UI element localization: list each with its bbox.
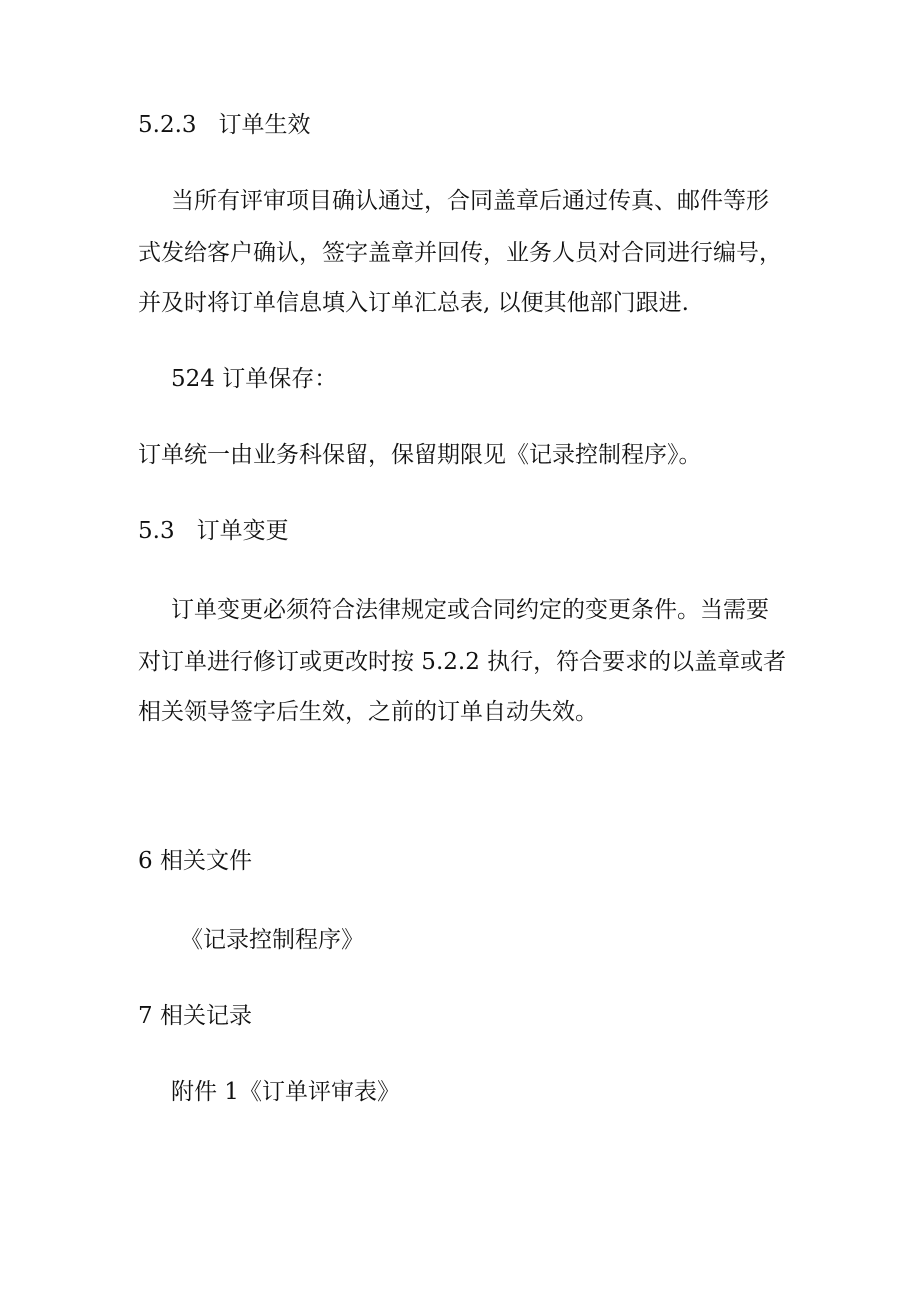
paragraph-line: 并及时将订单信息填入订单汇总表, 以便其他部门跟进. <box>138 290 689 316</box>
section-title: 订单变更 <box>196 518 289 544</box>
section-number: 5.2.3 <box>138 112 197 138</box>
section-6-heading: 6 相关文件 <box>138 848 252 874</box>
related-document-item: 《记录控制程序》 <box>180 927 364 953</box>
section-5-3-heading <box>138 516 289 546</box>
paragraph-line: 相关领导签字后生效，之前的订单自动失效。 <box>138 699 598 725</box>
paragraph-line: 订单统一由业务科保留，保留期限见《记录控制程序》。 <box>138 442 702 468</box>
section-number: 5.3 <box>138 518 175 544</box>
paragraph-line: 当所有评审项目确认通过，合同盖章后通过传真、邮件等形 <box>171 188 769 214</box>
paragraph-line: 式发给客户确认，签字盖章并回传，业务人员对合同进行编号， <box>138 240 782 266</box>
paragraph-line: 订单变更必须符合法律规定或合同约定的变更条件。当需要 <box>171 597 769 623</box>
section-5-2-4-heading: 524 订单保存： <box>171 366 338 392</box>
section-title: 订单生效 <box>218 112 311 138</box>
related-record-item: 附件 1《订单评审表》 <box>171 1079 400 1105</box>
section-5-2-3-heading <box>138 110 311 140</box>
section-7-heading: 7 相关记录 <box>138 1003 252 1029</box>
paragraph-line: 对订单进行修订或更改时按 5.2.2 执行，符合要求的以盖章或者 <box>138 649 787 675</box>
